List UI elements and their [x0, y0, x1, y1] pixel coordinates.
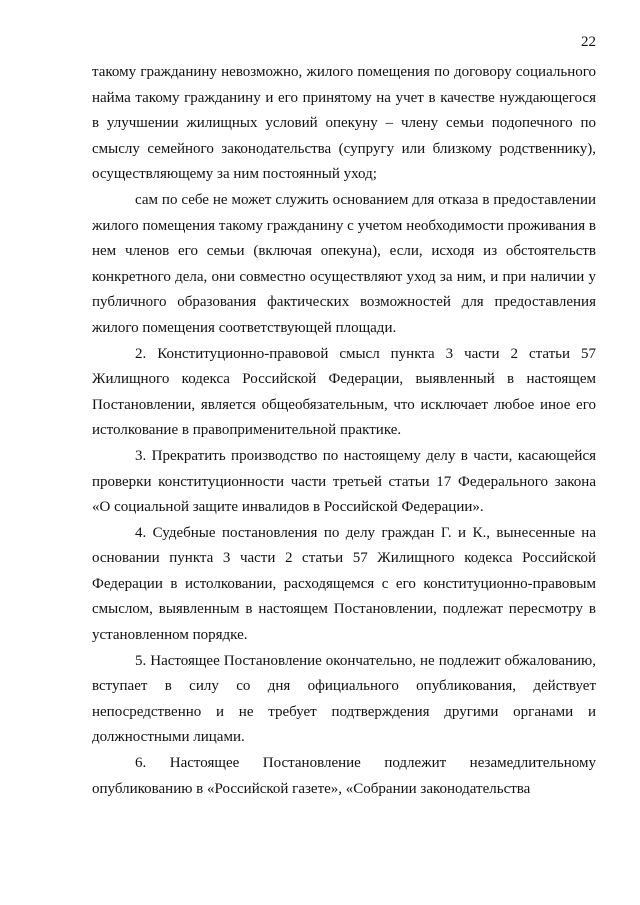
paragraph-item-2: 2. Конституционно-правовой смысл пункта 3 части 2 статьи 57 Жилищного кодекса Российской Федерации, выявленный в настоящем Постановлении, является общеобязательным, что исключает любое иное его истолкование в правоприменительной практике.	[92, 345, 596, 439]
paragraph: сам по себе не может служить основанием для отказа в предоставлении жилого помещения такому гражданину с учетом необходимости проживания в нем членов его семьи (включая опекуна), если, исходя из обстоятельств конкретного дела, они совместно осуществляют уход за ним, и при наличии у публичного образования фактических возможностей для предоставления жилого помещения соответствующей площади.	[92, 191, 596, 336]
page-number: 22	[581, 34, 596, 50]
paragraph-item-6: 6. Настоящее Постановление подлежит незамедлительному опубликованию в «Российской газете», «Собрании законодательства	[92, 755, 596, 797]
paragraph-item-5: 5. Настоящее Постановление окончательно, не подлежит обжалованию, вступает в силу со дня официального опубликования, действует непосредственно и не требует подтверждения другими органами и должностными лицами.	[92, 652, 596, 746]
paragraph-item-3: 3. Прекратить производство по настоящему делу в части, касающейся проверки конституционности части третьей статьи 17 Федерального закона «О социальной защите инвалидов в Российской Федерации».	[92, 447, 596, 516]
paragraph-item-4: 4. Судебные постановления по делу граждан Г. и К., вынесенные на основании пункта 3 части 2 статьи 57 Жилищного кодекса Российской Федерации в истолковании, расходящемся с его конституционно-правовым смыслом, выявленным в настоящем Постановлении, подлежат пересмотру в установленном порядке.	[92, 524, 596, 644]
document-text	[92, 60, 596, 802]
paragraph-continuation: такому гражданину невозможно, жилого помещения по договору социального найма такому гражданину и его принятому на учет в качестве нуждающегося в улучшении жилищных условий опекуну – члену семьи подопечного по смыслу семейного законодательства (супругу или близкому родственнику), осуществляющему за ним постоянный уход;	[92, 64, 596, 183]
